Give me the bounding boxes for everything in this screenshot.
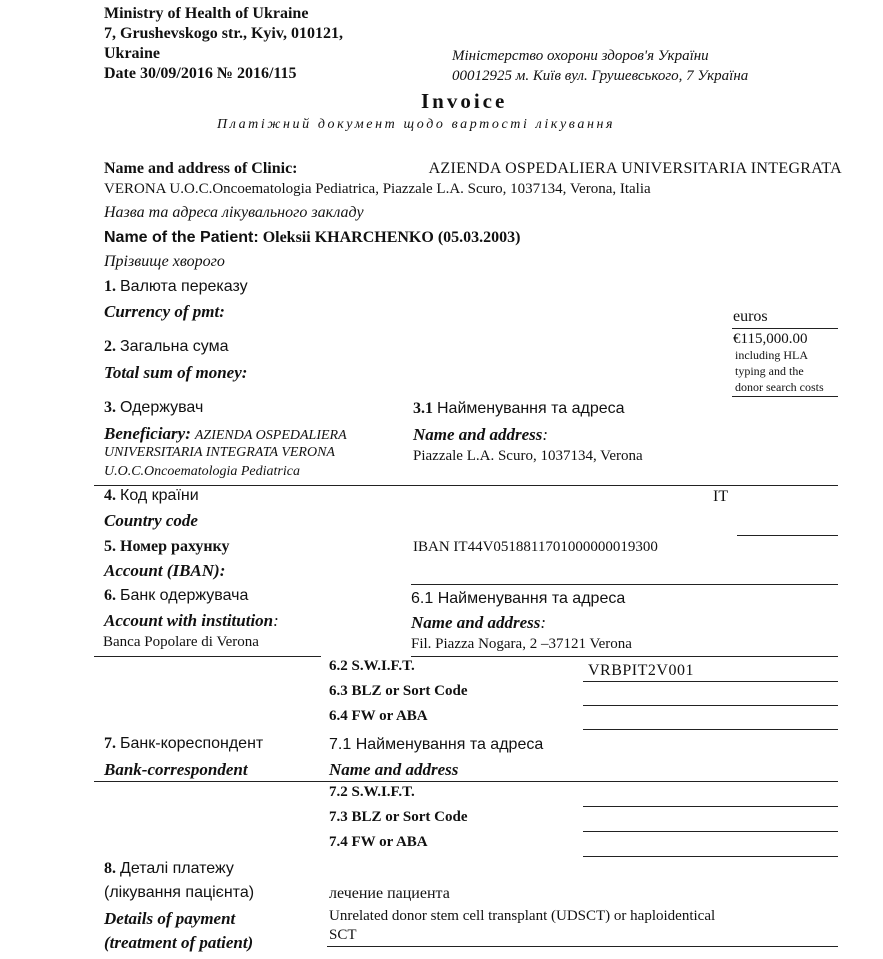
total-note-line3: donor search costs [735,380,824,394]
invoice-title: Invoice [421,89,508,113]
total-label-ua: Загальна сума [120,338,229,355]
clinic-value-line1: AZIENDA OSPEDALIERA UNIVERSITARIA INTEGRATA [428,160,842,177]
country-label-ua-row [104,487,199,505]
correspondent-label-ua: Банк-кореспондент [120,735,264,752]
beneficiary-label-en: Beneficiary: [104,424,191,443]
bank-sub-label-en: Name and address [411,613,541,632]
bank-address: Fil. Piazza Nogara, 2 –37121 Verona [411,636,632,652]
bank-label-en: Account with institution [104,611,274,630]
beneficiary-row [104,424,347,444]
invoice-subtitle: Платіжний документ щодо вартості лікування [217,117,616,132]
correspondent-swift-underline [583,806,838,807]
bank-address-underline [411,656,838,657]
details-value-line3: SCT [329,927,357,943]
bank-aba-underline [583,729,838,730]
account-label-ua: 5. Номер рахунку [104,538,230,555]
ministry-address-ua: 00012925 м. Київ вул. Грушевського, 7 Україна [452,68,749,84]
correspondent-num: 7. [104,735,116,752]
country-num: 4. [104,487,116,504]
details-value-line1: лечение пациента [329,885,450,902]
currency-num: 1. [104,278,116,295]
beneficiary-sub-label-en-row [413,425,548,445]
patient-row [104,229,520,247]
patient-label-ua: Прізвище хворого [104,253,225,270]
bank-sub-label-en-row [411,613,546,633]
country-value: IT [713,488,729,505]
total-note-line1: including HLA [735,348,808,362]
ministry-country-en: Ukraine [104,45,160,62]
beneficiary-sub-num: 3.1 [413,400,433,417]
details-label-ua-row [104,860,234,878]
country-label-ua: Код країни [120,487,199,504]
bank-swift-underline [583,681,838,682]
bank-sub-label-ua: 6.1 Найменування та адреса [411,590,626,607]
currency-underline [732,328,838,329]
ministry-address-en: 7, Grushevskogo str., Kyiv, 010121, [104,25,343,42]
beneficiary-value-line3: U.O.C.Oncoematologia Pediatrica [104,464,300,479]
details-label-en-line1: Details of payment [104,909,236,928]
bank-label-colon: : [273,611,279,630]
currency-label-en: Currency of pmt: [104,302,225,321]
correspondent-label-en: Bank-correspondent [104,760,248,779]
bank-blz-underline [583,705,838,706]
currency-label-ua-row [104,278,248,296]
currency-value: euros [733,308,768,325]
beneficiary-num: 3. [104,399,116,416]
bank-blz-label: 6.3 BLZ or Sort Code [329,683,468,699]
beneficiary-sub-label-ua: Найменування та адреса [437,400,625,417]
total-label-en: Total sum of money: [104,363,248,382]
account-iban: IBAN IT44V0518811701000000019300 [413,539,658,555]
clinic-label-ua: Назва та адреса лікувального закладу [104,204,364,221]
details-label-ua-line1: Деталі платежу [120,860,234,877]
currency-label-ua: Валюта переказу [120,278,248,295]
bank-num: 6. [104,587,116,604]
details-value-line2: Unrelated donor stem cell transplant (UDSCT) or haploidentical [329,908,716,924]
total-label-ua-row [104,338,229,356]
document-date-number: Date 30/09/2016 № 2016/115 [104,65,297,82]
bank-left-divider [94,656,321,657]
bank-label-ua: Банк одержувача [120,587,249,604]
details-label-en-line2: (treatment of patient) [104,933,254,952]
beneficiary-divider [94,485,838,486]
country-underline [737,535,838,536]
beneficiary-sub-colon: : [542,425,549,444]
correspondent-sub-label-en: Name and address [329,760,459,779]
ministry-name-en: Ministry of Health of Ukraine [104,5,309,22]
bank-swift-label: 6.2 S.W.I.F.T. [329,658,415,674]
clinic-label: Name and address of Clinic: [104,160,298,177]
account-label-en: Account (IBAN): [104,561,226,580]
beneficiary-label-ua: Одержувач [120,399,204,416]
bank-label-ua-row [104,587,248,605]
ministry-name-ua: Міністерство охорони здоров'я України [452,48,709,64]
correspondent-swift-label: 7.2 S.W.I.F.T. [329,784,415,800]
details-num: 8. [104,860,116,877]
correspondent-label-ua-row [104,735,263,753]
beneficiary-value-line1: AZIENDA OSPEDALIERA [194,428,347,443]
patient-name: Oleksii KHARCHENKO (05.03.2003) [262,229,521,246]
country-label-en: Country code [104,511,198,530]
account-underline [411,584,838,585]
beneficiary-value-line2: UNIVERSITARIA INTEGRATA VERONA [104,445,335,460]
bank-name: Banca Popolare di Verona [103,634,259,650]
bank-label-en-row [104,611,279,631]
beneficiary-label-ua-row [104,399,203,417]
bank-swift-value: VRBPIT2V001 [588,662,694,679]
details-label-ua-line2: (лікування пацієнта) [104,884,255,901]
beneficiary-sub-label-ua-row [413,400,625,418]
correspondent-aba-label: 7.4 FW or ABA [329,834,428,850]
total-note-line2: typing and the [735,364,804,378]
correspondent-sub-label-ua: 7.1 Найменування та адреса [329,736,544,753]
total-num: 2. [104,338,116,355]
clinic-value-line2: VERONA U.O.C.Oncoematologia Pediatrica, Piazzale L.A. Scuro, 1037134, Verona, Italia [104,181,651,197]
correspondent-divider [94,781,838,782]
bank-aba-label: 6.4 FW or ABA [329,708,428,724]
correspondent-blz-underline [583,831,838,832]
details-underline [327,946,838,947]
total-underline [732,396,838,397]
patient-label: Name of the Patient: [104,229,259,246]
beneficiary-address: Piazzale L.A. Scuro, 1037134, Verona [413,448,643,464]
correspondent-blz-label: 7.3 BLZ or Sort Code [329,809,468,825]
clinic-row [104,160,842,178]
total-amount: €115,000.00 [733,331,808,347]
correspondent-aba-underline [583,856,838,857]
beneficiary-sub-label-en: Name and address [413,425,543,444]
bank-sub-label-colon: : [540,613,547,632]
